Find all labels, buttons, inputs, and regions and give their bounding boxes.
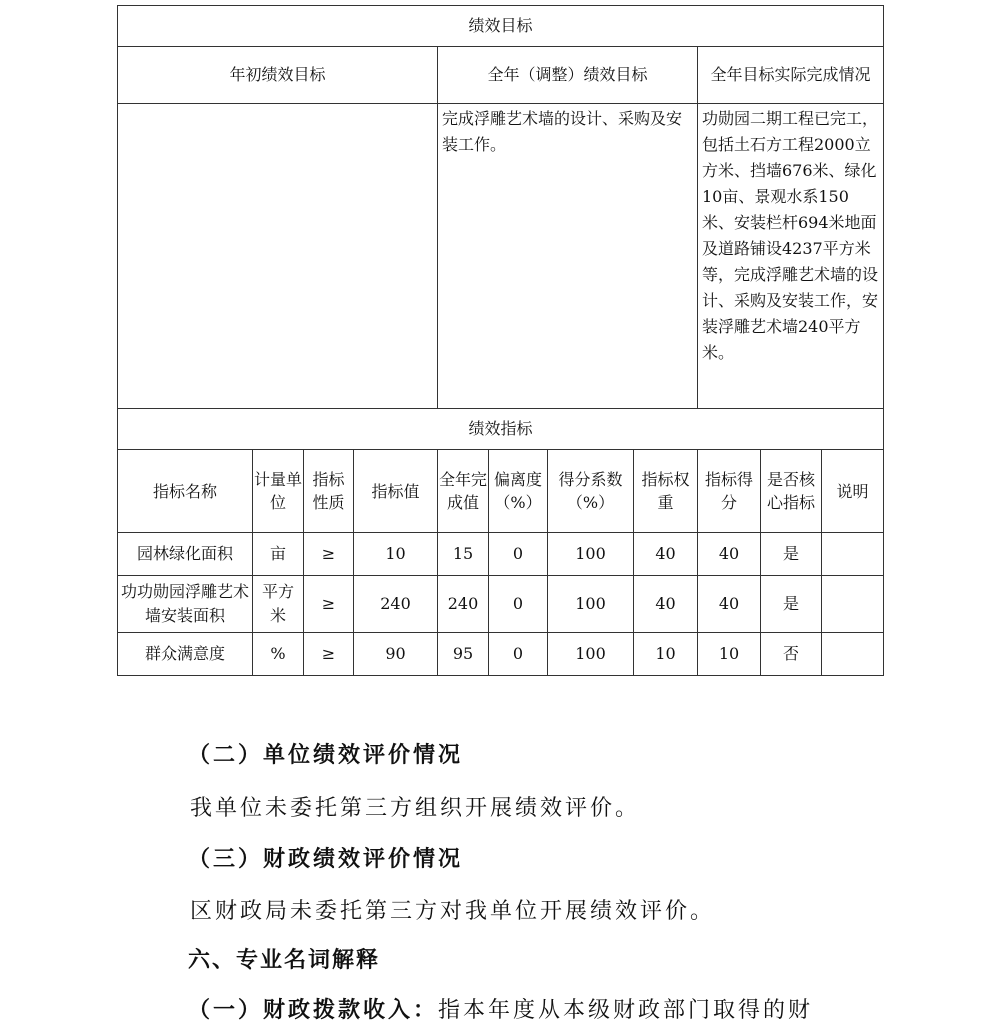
score-cell: 40	[698, 576, 761, 633]
col-actual-result: 全年目标实际完成情况	[698, 47, 884, 104]
weight-cell: 40	[634, 533, 698, 576]
indicator-name: 功功勋园浮雕艺术墙安装面积	[118, 576, 253, 633]
actual-result-cell: 功勋园二期工程已完工，包括土石方工程2000立方米、挡墙676米、绿化10亩、景观水系150米、安装栏杆694米地面及道路铺设4237平方米等，完成浮雕艺术墙的设计、采购及安装工作，安装浮雕艺术墙240平方米。	[698, 104, 884, 409]
unit-cell: 平方米	[253, 576, 304, 633]
section3-heading: （三）财政绩效评价情况	[188, 846, 464, 872]
col-adjusted-goal: 全年（调整）绩效目标	[438, 47, 698, 104]
score-cell: 10	[698, 633, 761, 676]
indicator-name: 园林绿化面积	[118, 533, 253, 576]
target-value-cell: 10	[354, 533, 438, 576]
section3-text: 区财政局未委托第三方对我单位开展绩效评价。	[190, 899, 716, 924]
indicator-column-headers	[118, 450, 884, 533]
score-coefficient-cell: 100	[548, 633, 634, 676]
nature-cell: ≥	[304, 576, 354, 633]
score-coefficient-cell: 100	[548, 533, 634, 576]
nature-cell: ≥	[304, 533, 354, 576]
initial-goal-cell	[118, 104, 438, 409]
column-header: 说明	[822, 450, 884, 533]
column-header: 得分系数（%）	[548, 450, 634, 533]
column-header: 全年完成值	[438, 450, 489, 533]
indicator-name: 群众满意度	[118, 633, 253, 676]
term1-text: 指本年度从本级财政部门取得的财	[438, 998, 814, 1023]
column-header: 指标性质	[304, 450, 354, 533]
actual-value-cell: 95	[438, 633, 489, 676]
note-cell	[822, 533, 884, 576]
column-header: 指标名称	[118, 450, 253, 533]
col-initial-goal: 年初绩效目标	[118, 47, 438, 104]
adjusted-goal-cell: 完成浮雕艺术墙的设计、采购及安装工作。	[438, 104, 698, 409]
column-header: 指标权重	[634, 450, 698, 533]
term1-label: （一）财政拨款收入：	[188, 997, 439, 1023]
performance-table	[117, 5, 884, 676]
actual-value-cell: 240	[438, 576, 489, 633]
target-value-cell: 240	[354, 576, 438, 633]
indicator-header: 绩效指标	[118, 409, 884, 450]
unit-cell: %	[253, 633, 304, 676]
goal-header: 绩效目标	[118, 6, 884, 47]
nature-cell: ≥	[304, 633, 354, 676]
deviation-cell: 0	[489, 576, 548, 633]
table-row	[118, 633, 884, 676]
table-row	[118, 576, 884, 633]
term1-paragraph	[188, 993, 1000, 1024]
section2-heading: （二）单位绩效评价情况	[188, 742, 464, 768]
column-header: 指标得分	[698, 450, 761, 533]
note-cell	[822, 576, 884, 633]
core-indicator-cell: 否	[761, 633, 822, 676]
column-header: 是否核心指标	[761, 450, 822, 533]
score-cell: 40	[698, 533, 761, 576]
core-indicator-cell: 是	[761, 576, 822, 633]
weight-cell: 40	[634, 576, 698, 633]
section6-heading: 六、专业名词解释	[188, 948, 381, 973]
deviation-cell: 0	[489, 633, 548, 676]
column-header: 指标值	[354, 450, 438, 533]
target-value-cell: 90	[354, 633, 438, 676]
section2-text: 我单位未委托第三方组织开展绩效评价。	[190, 796, 641, 821]
score-coefficient-cell: 100	[548, 576, 634, 633]
core-indicator-cell: 是	[761, 533, 822, 576]
deviation-cell: 0	[489, 533, 548, 576]
note-cell	[822, 633, 884, 676]
actual-value-cell: 15	[438, 533, 489, 576]
column-header: 计量单位	[253, 450, 304, 533]
weight-cell: 10	[634, 633, 698, 676]
column-header: 偏离度（%）	[489, 450, 548, 533]
unit-cell: 亩	[253, 533, 304, 576]
table-row	[118, 533, 884, 576]
